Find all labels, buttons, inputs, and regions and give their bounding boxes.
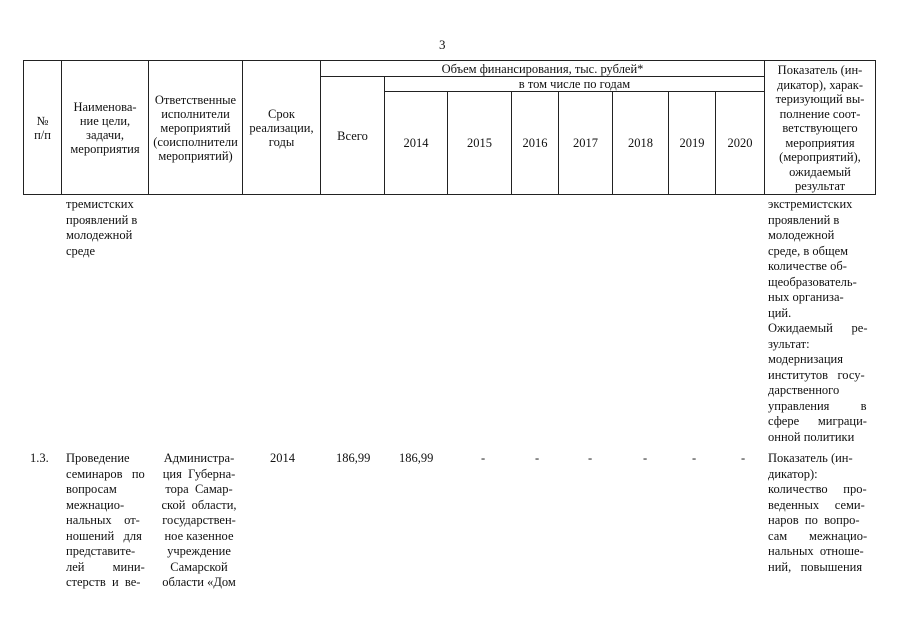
row-1-3-year-2016: -	[535, 451, 540, 465]
row-1-3-year-2019: -	[692, 451, 697, 465]
cont-row-indicator: экстремистских проявлений в молодежной среде, в общем количестве об- щеобразователь- ных организа- ций. Ожидаемый ре- зультат: модернизация институтов госу- дарственного управления в сфере миграци- онной политики	[768, 197, 868, 444]
header-year-2016: 2016	[522, 136, 548, 150]
header-indicator: Показатель (ин- дикатор), харак- теризующий вы- полнение соот- ветствующего мероприятия (мероприятий), ожидаемый результат	[775, 63, 865, 193]
row-1-3-responsible: Администра- ция Губерна- тора Самар- ской области, государствен- ное казенное учреждение Самарской области «Дом	[161, 451, 237, 589]
row-1-3-year-2014: 186,99	[399, 451, 434, 465]
page-number: 3	[439, 37, 446, 52]
row-1-3-year-2020: -	[741, 451, 746, 465]
row-1-3-year-2015: -	[481, 451, 486, 465]
header-responsible: Ответственные исполнители мероприятий (соисполнители мероприятий)	[153, 92, 238, 163]
header-total: Всего	[337, 128, 368, 143]
header-year-2017: 2017	[573, 136, 598, 150]
header-year-2015: 2015	[467, 136, 492, 150]
row-1-3-year-2017: -	[588, 451, 593, 465]
header-year-2014: 2014	[403, 136, 429, 150]
row-1-3-number: 1.3.	[30, 451, 49, 465]
header-year-2018: 2018	[628, 136, 653, 150]
header-year-2019: 2019	[679, 136, 705, 150]
row-1-3-term: 2014	[270, 451, 295, 465]
row-1-3-year-2018: -	[643, 451, 648, 465]
header-name: Наименова- ние цели, задачи, мероприятия	[70, 99, 140, 156]
row-1-3-name: Проведение семинаров по вопросам межнацио- нальных от- ношений для представите- лей мини- стерств и ве-	[66, 451, 145, 589]
row-1-3-indicator: Показатель (ин- дикатор): количество про- веденных семи- наров по вопро- сам межнацио- нальных отноше- ний, повышения	[768, 451, 868, 574]
header-funding: Объем финансирования, тыс. рублей*	[441, 61, 644, 76]
row-1-3-total: 186,99	[336, 451, 371, 465]
header-by-years: в том числе по годам	[518, 77, 631, 91]
cont-row-name: тремистских проявлений в молодежной среде	[66, 197, 138, 258]
header-term: Срок реализации, годы	[249, 106, 314, 149]
header-year-2020: 2020	[727, 136, 753, 150]
header-num: № п/п	[34, 113, 51, 142]
